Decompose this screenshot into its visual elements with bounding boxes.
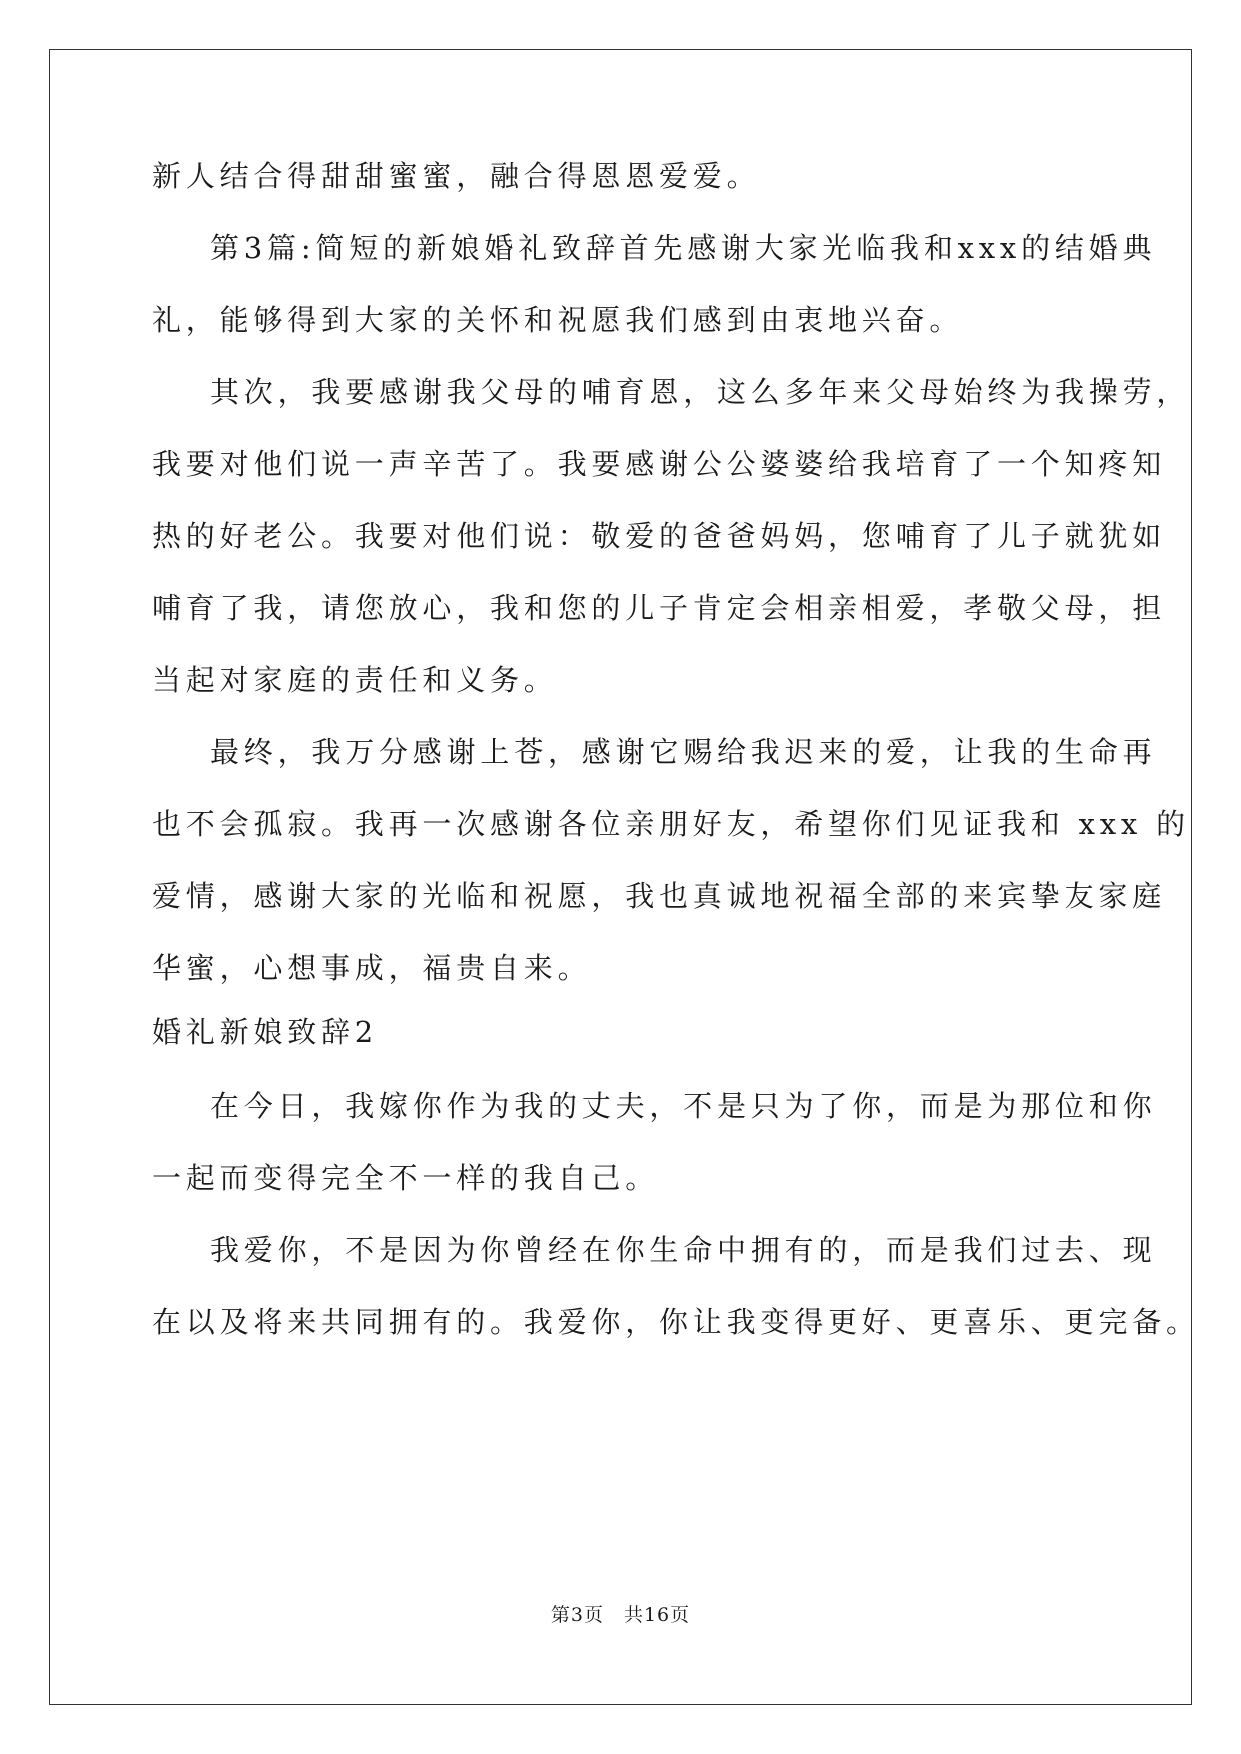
text-line: 我要对他们说一声辛苦了。我要感谢公公婆婆给我培育了一个知疼知 [152, 447, 1167, 481]
text-line: 在以及将来共同拥有的。我爱你，你让我变得更好、更喜乐、更完备。 [152, 1305, 1200, 1339]
text-line: 我爱你，不是因为你曾经在你生命中拥有的，而是我们过去、现 [210, 1233, 1157, 1267]
page-number: 第3页 共16页 [550, 1604, 691, 1626]
text-line: 一起而变得完全不一样的我自己。 [152, 1161, 660, 1195]
text-line: 其次，我要感谢我父母的哺育恩，这么多年来父母始终为我操劳， [210, 375, 1191, 409]
text-line: 在今日，我嫁你作为我的丈夫，不是只为了你，而是为那位和你 [210, 1089, 1157, 1123]
text-line: 当起对家庭的责任和义务。 [152, 663, 558, 697]
text-line: 第3篇:简短的新娘婚礼致辞首先感谢大家光临我和xxx的结婚典 [210, 231, 1157, 265]
text-line: 哺育了我，请您放心，我和您的儿子肯定会相亲相爱，孝敬父母，担 [152, 591, 1167, 625]
text-line: 爱情，感谢大家的光临和祝愿，我也真诚地祝福全部的来宾挚友家庭 [152, 879, 1167, 913]
text-line: 礼，能够得到大家的关怀和祝愿我们感到由衷地兴奋。 [152, 303, 964, 337]
text-line: 新人结合得甜甜蜜蜜，融合得恩恩爱爱。 [152, 159, 761, 193]
section-heading: 婚礼新娘致辞2 [152, 1015, 379, 1049]
text-line: 也不会孤寂。我再一次感谢各位亲朋好友，希望你们见证我和 xxx 的 [152, 807, 1190, 841]
text-line: 最终，我万分感谢上苍，感谢它赐给我迟来的爱，让我的生命再 [210, 735, 1157, 769]
text-line: 热的好老公。我要对他们说：敬爱的爸爸妈妈，您哺育了儿子就犹如 [152, 519, 1167, 553]
text-line: 华蜜，心想事成，福贵自来。 [152, 951, 592, 985]
